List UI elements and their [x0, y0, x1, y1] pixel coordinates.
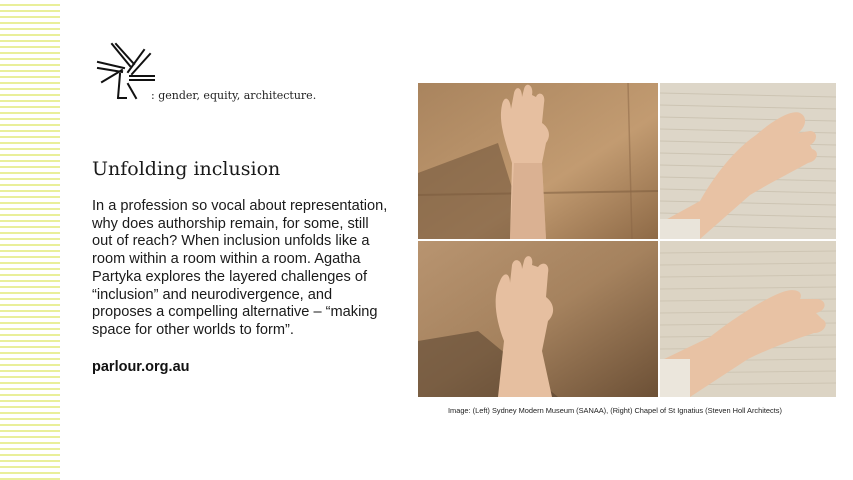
- photo-grid: [418, 83, 836, 397]
- website-link[interactable]: parlour.org.au: [92, 359, 190, 375]
- article-title: Unfolding inclusion: [92, 158, 281, 180]
- photo-rammed-earth-top: [418, 83, 658, 239]
- photo-rammed-earth-bottom: [418, 241, 658, 397]
- parlour-logo-icon: [94, 40, 158, 102]
- photo-plaster-wall-top: [660, 83, 836, 239]
- decorative-stripe-border: [0, 0, 60, 480]
- image-caption: Image: (Left) Sydney Modern Museum (SANAA), (Right) Chapel of St Ignatius (Steven Holl Architects): [448, 406, 782, 415]
- article-body: In a profession so vocal about representation, why does authorship remain, for some, still out of reach? When inclusion unfolds like a room within a room within a room. Agatha Partyka explores the layered challenges of “inclusion” and neurodivergence, and proposes a compelling alternative – “making space for other worlds to form”.: [92, 198, 388, 338]
- photo-plaster-wall-bottom: [660, 241, 836, 397]
- brand-tagline: : gender, equity, architecture.: [151, 89, 317, 102]
